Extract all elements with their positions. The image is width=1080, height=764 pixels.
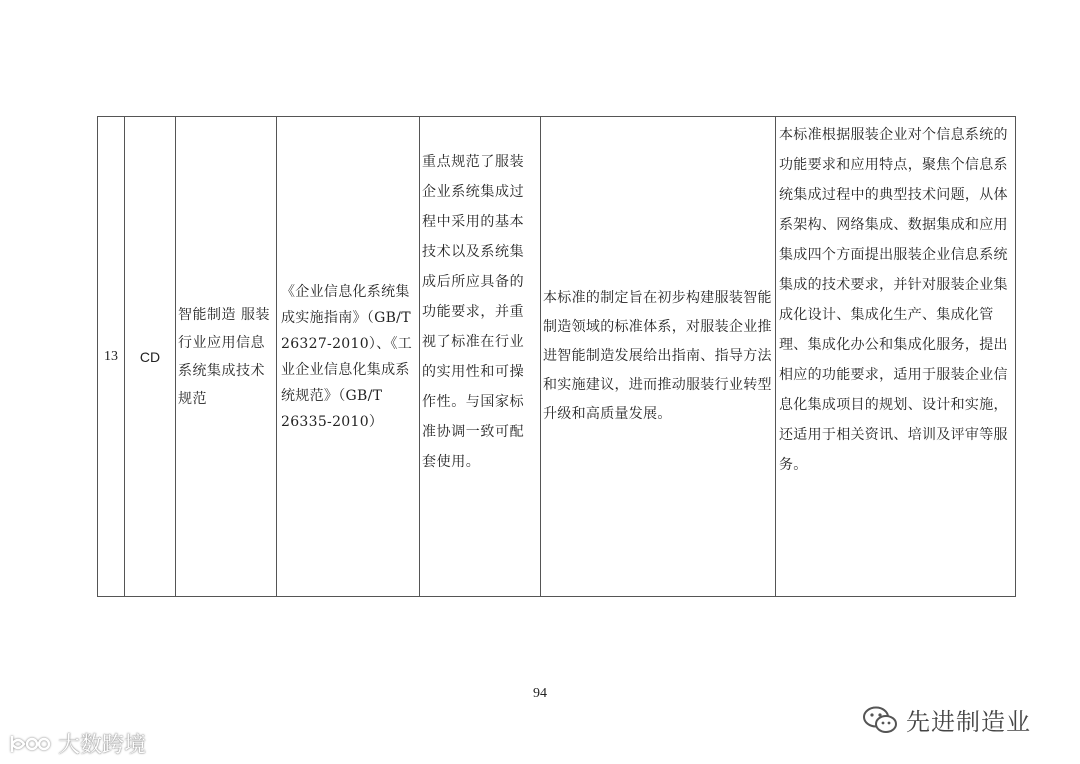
bigdata-logo-icon xyxy=(8,732,52,756)
standard-name-cell xyxy=(176,117,276,596)
purpose-text: 本标准的制定旨在初步构建服装智能制造领域的标准体系，对服装企业推进智能制造发展给出指南、指导方法和实施建议，进而推动服装行业转型升级和高质量发展。 xyxy=(543,290,772,422)
table-row xyxy=(97,116,1016,597)
purpose-cell xyxy=(541,117,775,596)
page-number: 94 xyxy=(533,686,547,701)
watermark-right xyxy=(862,702,1031,737)
references-text: 《企业信息化系统集成实施指南》（GB/T 26327-2010）、《工业企业信息化集成系统规范》（GB/T 26335-2010） xyxy=(281,283,413,430)
category-code-cell: CD xyxy=(139,348,161,365)
row-number-cell: 13 xyxy=(104,348,118,364)
summary-cell xyxy=(776,117,1016,596)
references-cell xyxy=(277,117,419,596)
watermark-left-text: 大数跨境 xyxy=(58,733,147,758)
content-text: 重点规范了服装企业系统集成过程中采用的基本技术以及系统集成后所应具备的功能要求，并重视了标准在行业的实用性和可操作性。与国家标准协调一致可配套使用。 xyxy=(422,154,525,470)
standards-table xyxy=(97,116,1016,597)
content-cell xyxy=(420,117,540,596)
wechat-icon xyxy=(862,705,898,735)
summary-text: 本标准根据服装企业对个信息系统的功能要求和应用特点，聚焦个信息系统集成过程中的典型技术问题，从体系架构、网络集成、数据集成和应用集成四个方面提出服装企业信息系统集成的技术要求，并针对服装企业集成化设计、集成化生产、集成化管理、集成化办公和集成化服务，提出相应的功能要求，适用于服装企业信息化集成项目的规划、设计和实施，还适用于相关资讯、培训及评审等服务。 xyxy=(779,127,1008,473)
standard-name-text: 智能制造 服装行业应用信息系统集成技术规范 xyxy=(178,306,270,407)
watermark-left xyxy=(8,728,146,759)
watermark-right-text: 先进制造业 xyxy=(906,708,1031,736)
